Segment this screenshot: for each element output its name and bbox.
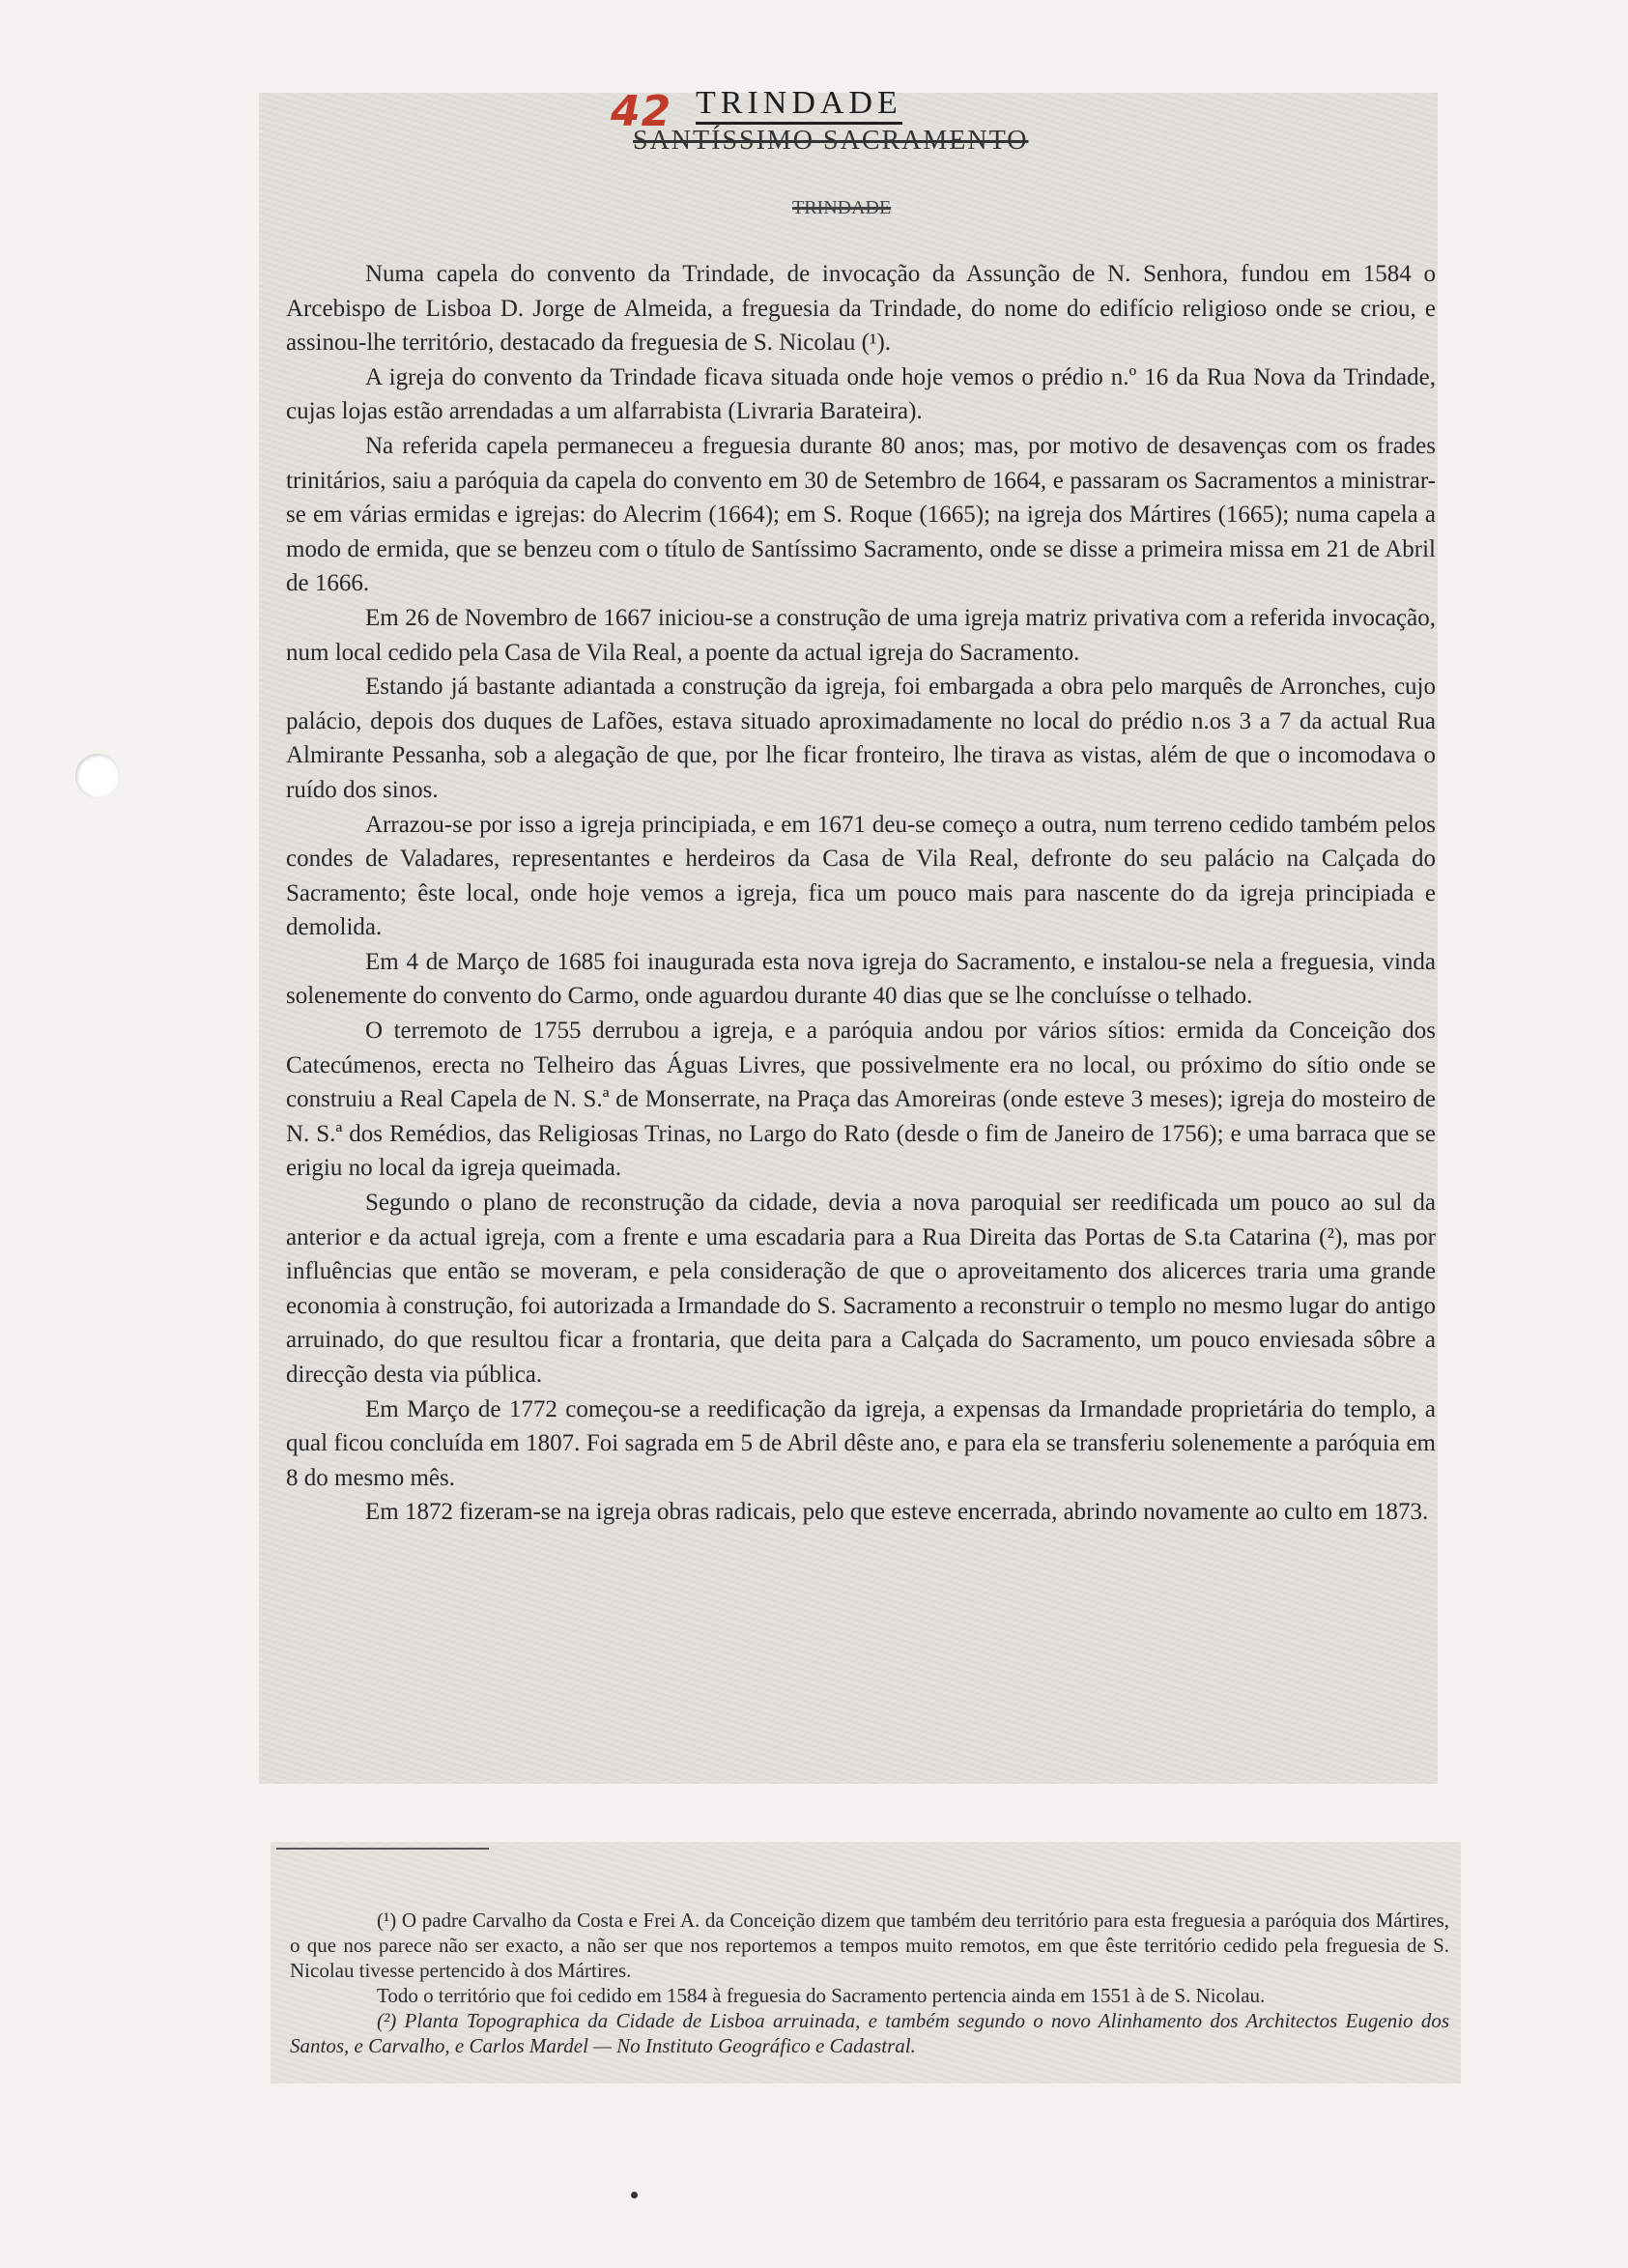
handwritten-title: TRINDADE <box>696 85 902 125</box>
struck-title: SANTÍSSIMO SACRAMENTO <box>633 126 1029 156</box>
footnotes <box>290 1908 1449 2058</box>
paragraph: Em Março de 1772 começou-se a reedificação da igreja, a expensas da Irmandade proprietária do templo, a qual ficou concluída em 1807. Foi sagrada em 5 de Abril dêste ano, e para ela se transferiu solenemente a paróquia em 8 do mesmo mês. <box>286 1395 1436 1491</box>
handwritten-page-number: 42 <box>611 87 672 136</box>
paragraph: Em 1872 fizeram-se na igreja obras radicais, pelo que esteve encerrada, abrindo novamente ao culto em 1873. <box>365 1499 1429 1526</box>
paragraph: Em 26 de Novembro de 1667 iniciou-se a construção de uma igreja matriz privativa com a referida invocação, num local cedido pela Casa de Vila Real, a poente da actual igreja do Sacramento. <box>286 604 1436 666</box>
body-text <box>286 257 1436 1530</box>
ink-dot <box>631 2192 638 2198</box>
paragraph: Em 4 de Março de 1685 foi inaugurada esta nova igreja do Sacramento, e instalou-se nela a freguesia, vinda solenemente do convento do Carmo, onde aguardou durante 40 dias que se lhe concluísse o telhado. <box>286 948 1436 1010</box>
punch-hole <box>75 754 120 798</box>
paragraph: O terremoto de 1755 derrubou a igreja, e a paróquia andou por vários sítios: ermida da Conceição dos Catecúmenos, erecta no Telheiro das Águas Livres, que possivelmente era no local, ou próximo do sítio onde se construiu a Real Capela de N. S.ª de Monserrate, na Praça das Amoreiras (onde esteve 3 meses); igreja do mosteiro de N. S.ª dos Remédios, das Religiosas Trinas, no Largo do Rato (desde o fim de Janeiro de 1756); e uma barraca que se erigiu no local da igreja queimada. <box>286 1018 1436 1182</box>
footnote-2: (²) Planta Topographica da Cidade de Lisboa arruinada, e também segundo o novo Alinhamento dos Architectos Eugenio dos Santos, e Carvalho, e Carlos Mardel — No Instituto Geográfico e Cadastral. <box>290 2009 1449 2057</box>
footnote-1-continuation: Todo o território que foi cedido em 1584 à freguesia do Sacramento pertencia ainda em 1551 à de S. Nicolau. <box>377 1984 1266 2007</box>
paragraph: A igreja do convento da Trindade ficava situada onde hoje vemos o prédio n.º 16 da Rua Nova da Trindade, cujas lojas estão arrendadas a um alfarrabista (Livraria Barateira). <box>286 363 1436 425</box>
paragraph: Numa capela do convento da Trindade, de invocação da Assunção de N. Senhora, fundou em 1584 o Arcebispo de Lisboa D. Jorge de Almeida, a freguesia da Trindade, do nome do edifício religioso onde se criou, e assinou-lhe território, destacado da freguesia de S. Nicolau (¹). <box>286 261 1436 357</box>
paragraph: Arrazou-se por isso a igreja principiada, e em 1671 deu-se começo a outra, num terreno cedido também pelos condes de Valadares, representantes e herdeiros da Casa de Vila Real, defronte do seu palácio na Calçada do Sacramento; êste local, onde hoje vemos a igreja, fica um pouco mais para nascente do da igreja principiada e demolida. <box>286 811 1436 941</box>
paragraph: Segundo o plano de reconstrução da cidade, devia a nova paroquial ser reedificada um pouco ao sul da anterior e da actual igreja, com a frente e uma escadaria para a Rua Direita das Portas de S.ta Catarina (²), mas por influências que então se moveram, e pela consideração de que o aproveitamento dos alicerces traria uma grande economia à construção, foi autorizada a Irmandade do S. Sacramento a reconstruir o templo no mesmo lugar do antigo arruinado, do que resultou ficar a frontaria, que deita para a Calçada do Sacramento, um pouco enviesada sôbre a direcção desta via pública. <box>286 1190 1436 1388</box>
paragraph: Na referida capela permaneceu a freguesia durante 80 anos; mas, por motivo de desavenças com os frades trinitários, saiu a paróquia da capela do convento em 30 de Setembro de 1664, e passaram os Sacramentos a ministrar-se em várias ermidas e igrejas: do Alecrim (1664); em S. Roque (1665); na igreja dos Mártires (1665); numa capela a modo de ermida, que se benzeu com o título de Santíssimo Sacramento, onde se disse a primeira missa em 21 de Abril de 1666. <box>286 432 1436 597</box>
footnote-separator <box>276 1848 489 1850</box>
struck-subtitle: TRINDADE <box>792 197 892 218</box>
paragraph: Estando já bastante adiantada a construção da igreja, foi embargada a obra pelo marquês de Arronches, cujo palácio, depois dos duques de Lafões, estava situado aproximadamente no local do prédio n.os 3 a 7 da actual Rua Almirante Pessanha, sob a alegação de que, por lhe ficar fronteiro, lhe tirava as vistas, além de que o incomodava o ruído dos sinos. <box>286 674 1436 803</box>
footnote-1: (¹) O padre Carvalho da Costa e Frei A. da Conceição dizem que também deu território para esta freguesia a paróquia dos Mártires, o que nos parece não ser exacto, a não ser que nos reportemos a tempos muito remotos, em que êste território cedido pela freguesia de S. Nicolau tivesse pertencido à dos Mártires. <box>290 1909 1449 1982</box>
